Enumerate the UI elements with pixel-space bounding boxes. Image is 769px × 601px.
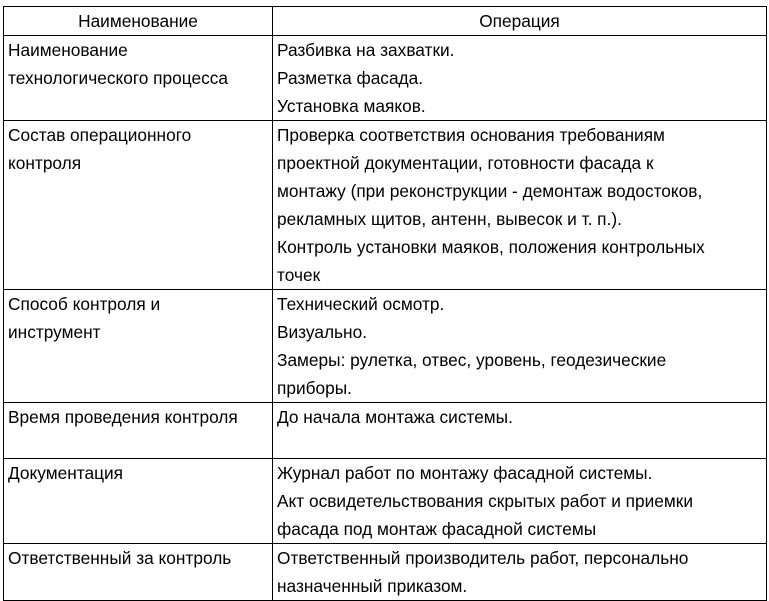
name-cell [4, 121, 273, 290]
operation-line: фасада под монтаж фасадной системы [277, 519, 597, 539]
operational-control-table [3, 6, 767, 601]
table-row [4, 36, 767, 121]
operation-cell [273, 36, 767, 121]
table-row [4, 459, 767, 544]
operation-cell [273, 544, 767, 601]
header-row [4, 7, 767, 36]
operation-line: Технический осмотр. [277, 294, 445, 314]
operation-line: рекламных щитов, антенн, вывесок и т. п.). [277, 209, 622, 229]
name-line: Ответственный за контроль [8, 548, 232, 568]
table-row [4, 403, 767, 459]
table-row [4, 544, 767, 601]
name-line: технологического процесса [8, 68, 228, 88]
name-line: Наименование [8, 40, 128, 60]
name-line: Способ контроля и [8, 294, 161, 314]
table-row [4, 290, 767, 403]
operation-line: Разбивка на захватки. [277, 40, 455, 60]
operation-line: Акт освидетельствования скрытых работ и приемки [277, 491, 694, 511]
operation-line: Замеры: рулетка, отвес, уровень, геодезические [277, 350, 667, 370]
operation-line: Контроль установки маяков, положения контрольных [277, 237, 705, 257]
name-line: Время проведения контроля [8, 407, 238, 427]
operation-line: Ответственный производитель работ, персонально [277, 548, 689, 568]
header-name: Наименование [4, 7, 273, 36]
operation-cell [273, 459, 767, 544]
operation-line: До начала монтажа системы. [277, 407, 513, 427]
name-line: инструмент [8, 322, 101, 342]
operation-line: Проверка соответствия основания требованиям [277, 125, 665, 145]
operation-line: Визуально. [277, 322, 368, 342]
operation-cell [273, 290, 767, 403]
operation-line: проектной документации, готовности фасада к [277, 153, 654, 173]
operation-cell [273, 121, 767, 290]
name-line: контроля [8, 153, 82, 173]
operation-line: Журнал работ по монтажу фасадной системы. [277, 463, 653, 483]
name-cell [4, 403, 273, 459]
header-operation: Операция [273, 7, 767, 36]
name-cell [4, 459, 273, 544]
operation-line: Установка маяков. [277, 96, 426, 116]
name-cell [4, 290, 273, 403]
operation-line: точек [277, 265, 321, 285]
name-line: Состав операционного [8, 125, 192, 145]
operation-line: приборы. [277, 378, 352, 398]
operation-line: назначенный приказом. [277, 576, 468, 596]
table-row [4, 121, 767, 290]
operation-line: Разметка фасада. [277, 68, 424, 88]
operation-cell [273, 403, 767, 459]
operation-line: монтажу (при реконструкции - демонтаж водостоков, [277, 181, 703, 201]
name-line: Документация [8, 463, 123, 483]
name-cell [4, 36, 273, 121]
name-cell [4, 544, 273, 601]
